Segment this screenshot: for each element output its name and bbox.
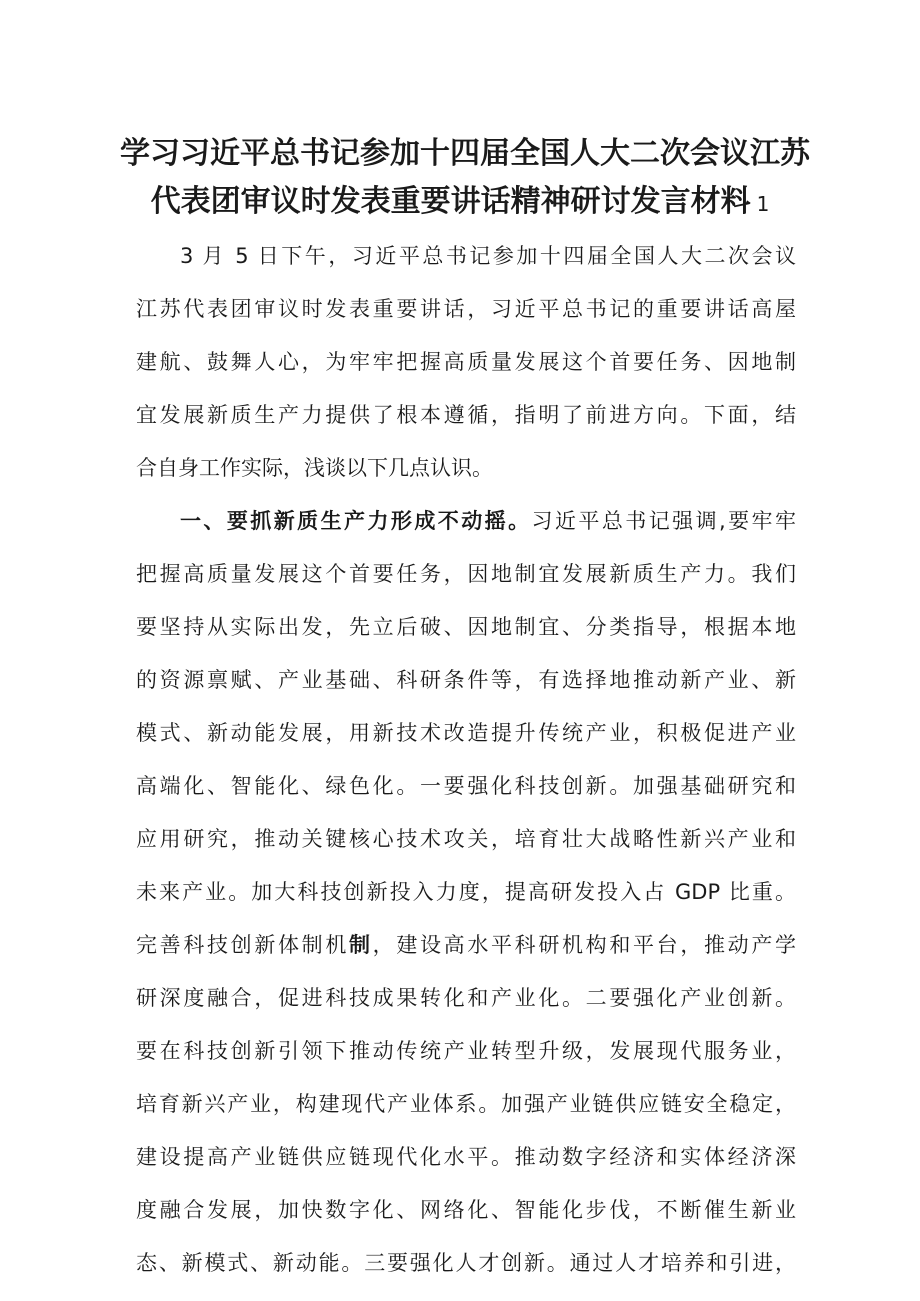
text-line: 3 月 5 日下午，习近平总书记参加十四届全国人大二次会议: [180, 244, 796, 268]
text-line: 把握高质量发展这个首要任务，因地制宜发展新质生产力。我们: [136, 562, 796, 586]
text-line: 度融合发展，加快数字化、网络化、智能化步伐，不断催生新业: [136, 1198, 796, 1222]
text-line: 培育新兴产业，构建现代产业体系。加强产业链供应链安全稳定，: [136, 1092, 796, 1116]
text-segment: 完善科技创新体制机: [136, 933, 349, 957]
document-body: [136, 230, 796, 1290]
text-line: 要坚持从实际出发，先立后破、因地制宜、分类指导，根据本地: [136, 615, 796, 639]
bold-char: 制: [349, 933, 373, 957]
text-line-with-heading: [136, 495, 796, 548]
title-line-2: [120, 178, 800, 228]
text-line: 高端化、智能化、绿色化。一要强化科技创新。加强基础研究和: [136, 774, 796, 798]
text-line: 宜发展新质生产力提供了根本遵循，指明了前进方向。下面，结: [136, 403, 796, 427]
title-line-1: 学习习近平总书记参加十四届全国人大二次会议江苏: [120, 136, 810, 172]
text-line: 建设提高产业链供应链现代化水平。推动数字经济和实体经济深: [136, 1145, 796, 1169]
text-line-mixed: [136, 919, 796, 972]
text-line: 的资源禀赋、产业基础、科研条件等，有选择地推动新产业、新: [136, 668, 796, 692]
text-line: 要在科技创新引领下推动传统产业转型升级，发展现代服务业，: [136, 1039, 796, 1063]
text-segment: ，建设高水平科研机构和平台，推动产学: [372, 933, 797, 957]
text-line: 研深度融合，促进科技成果转化和产业化。二要强化产业创新。: [136, 986, 796, 1010]
text-line: 建航、鼓舞人心，为牢牢把握高质量发展这个首要任务、因地制: [136, 350, 796, 374]
section-heading: 一、要抓新质生产力形成不动摇。: [180, 509, 532, 533]
text-line: 未来产业。加大科技创新投入力度，提高研发投入占 GDP 比重。: [136, 880, 796, 904]
text-line: 江苏代表团审议时发表重要讲话，习近平总书记的重要讲话高屋: [136, 297, 796, 321]
text-line: 应用研究，推动关键核心技术攻关，培育壮大战略性新兴产业和: [136, 827, 796, 851]
title-number: 1: [756, 192, 770, 217]
text-line: 模式、新动能发展，用新技术改造提升传统产业，积极促进产业: [136, 721, 796, 745]
document-title: [120, 130, 810, 228]
title-line-2-text: 代表团审议时发表重要讲话精神研讨发言材料: [150, 184, 751, 220]
text-line: 态、新模式、新动能。三要强化人才创新。通过人才培养和引进，: [136, 1251, 796, 1275]
heading-continuation: 习近平总书记强调,要牢牢: [531, 509, 796, 533]
text-line: 合自身工作实际，浅谈以下几点认识。: [136, 456, 493, 480]
